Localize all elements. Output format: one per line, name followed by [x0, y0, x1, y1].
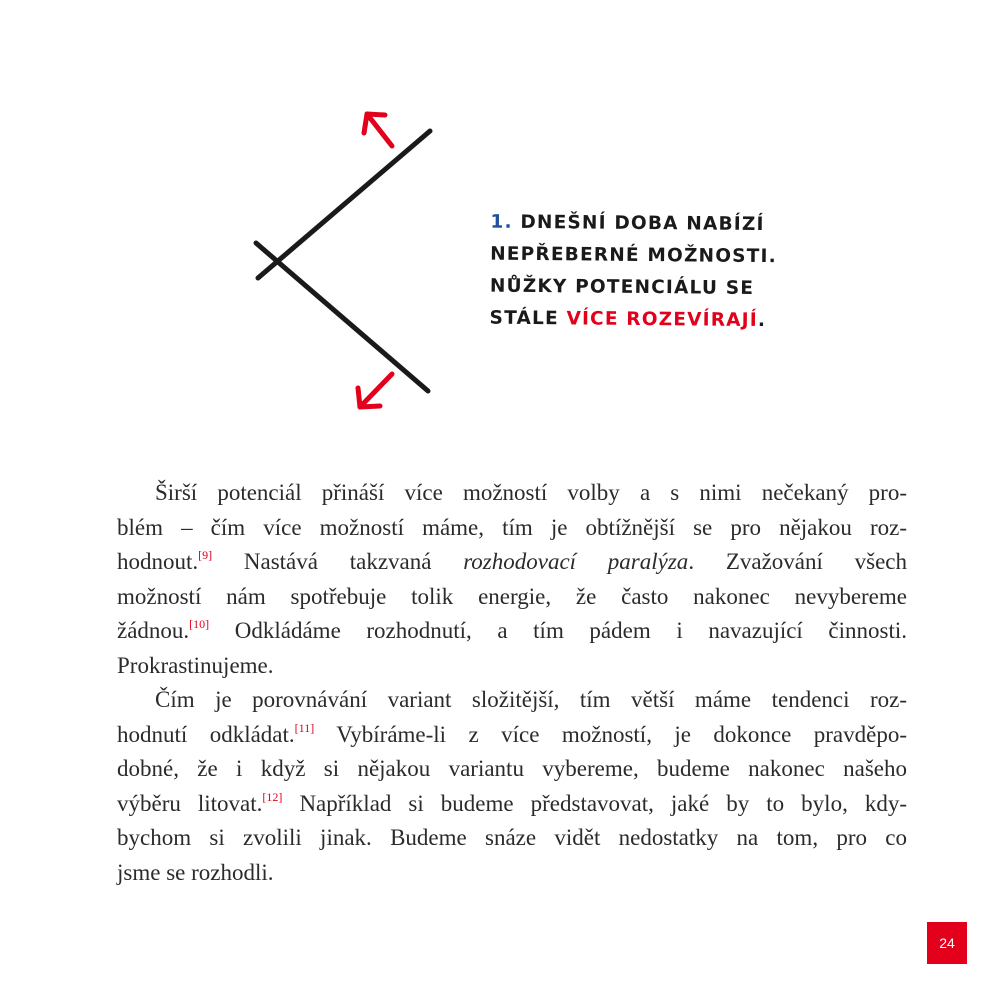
paragraph-2-line: výběru litovat.[12] Například si budeme představovat, jaké by to bylo, kdy- — [117, 789, 907, 816]
caption-line-4: STÁLE VÍCE ROZEVÍRAJÍ. — [489, 307, 767, 332]
paragraph-1-line: možností nám spotřebuje tolik energie, že často nakonec nevybereme — [117, 583, 907, 609]
paragraph-1-line: Prokrastinujeme. — [117, 652, 274, 678]
paragraph-2-line: hodnutí odkládat.[11] Vybíráme-li z více možností, je dokonce pravděpo- — [117, 720, 907, 747]
paragraph-1-line: blém – čím více možností máme, tím je obtížnější se pro nějakou roz- — [117, 514, 907, 540]
arrow-up-icon — [364, 114, 392, 146]
paragraph-2-line: jsme se rozhodli. — [117, 859, 274, 885]
page-number-badge: 24 — [927, 922, 967, 964]
caption-line-1: 1. DNEŠNÍ DOBA NABÍZÍ — [490, 211, 765, 236]
footnote-ref-12[interactable]: [12] — [262, 789, 283, 804]
footnote-ref-9[interactable]: [9] — [198, 548, 213, 562]
arrow-down-icon — [358, 374, 392, 407]
italic-term: rozhodovací paralýza — [463, 549, 689, 574]
caption-number: 1. — [490, 211, 513, 233]
paragraph-2-line: bychom si zvolili jinak. Budeme snáze vidět nedostatky na tom, pro co — [117, 825, 907, 850]
scissors-lines — [256, 131, 430, 391]
paragraph-2-line: Čím je porovnávání variant složitější, tím větší máme tendenci roz- — [155, 687, 907, 712]
lower-blade-line — [256, 243, 428, 391]
upper-blade-line — [258, 131, 430, 278]
paragraph-1-line: žádnou.[10] Odkládáme rozhodnutí, a tím pádem i navazující činnosti. — [117, 617, 907, 643]
caption-line-2: NEPŘEBERNÉ MOŽNOSTI. — [490, 243, 777, 268]
paragraph-1-line: hodnout.[9] Nastává takzvaná rozhodovací paralýza. Zvažování všech — [117, 548, 907, 574]
body-text — [117, 476, 907, 890]
caption-highlight: VÍCE ROZEVÍRAJÍ — [566, 308, 759, 331]
diagram-caption — [489, 207, 800, 338]
paragraph-1-line: Širší potenciál přináší více možností volby a s nimi nečekaný pro- — [155, 480, 907, 505]
paragraph-2-line: dobné, že i když si nějakou variantu vybereme, budeme nakonec našeho — [117, 756, 907, 781]
caption-line-3: NŮŽKY POTENCIÁLU SE — [489, 275, 755, 299]
footnote-ref-10[interactable]: [10] — [189, 617, 210, 631]
footnote-ref-11[interactable]: [11] — [294, 720, 315, 735]
scissors-diagram — [240, 100, 460, 430]
